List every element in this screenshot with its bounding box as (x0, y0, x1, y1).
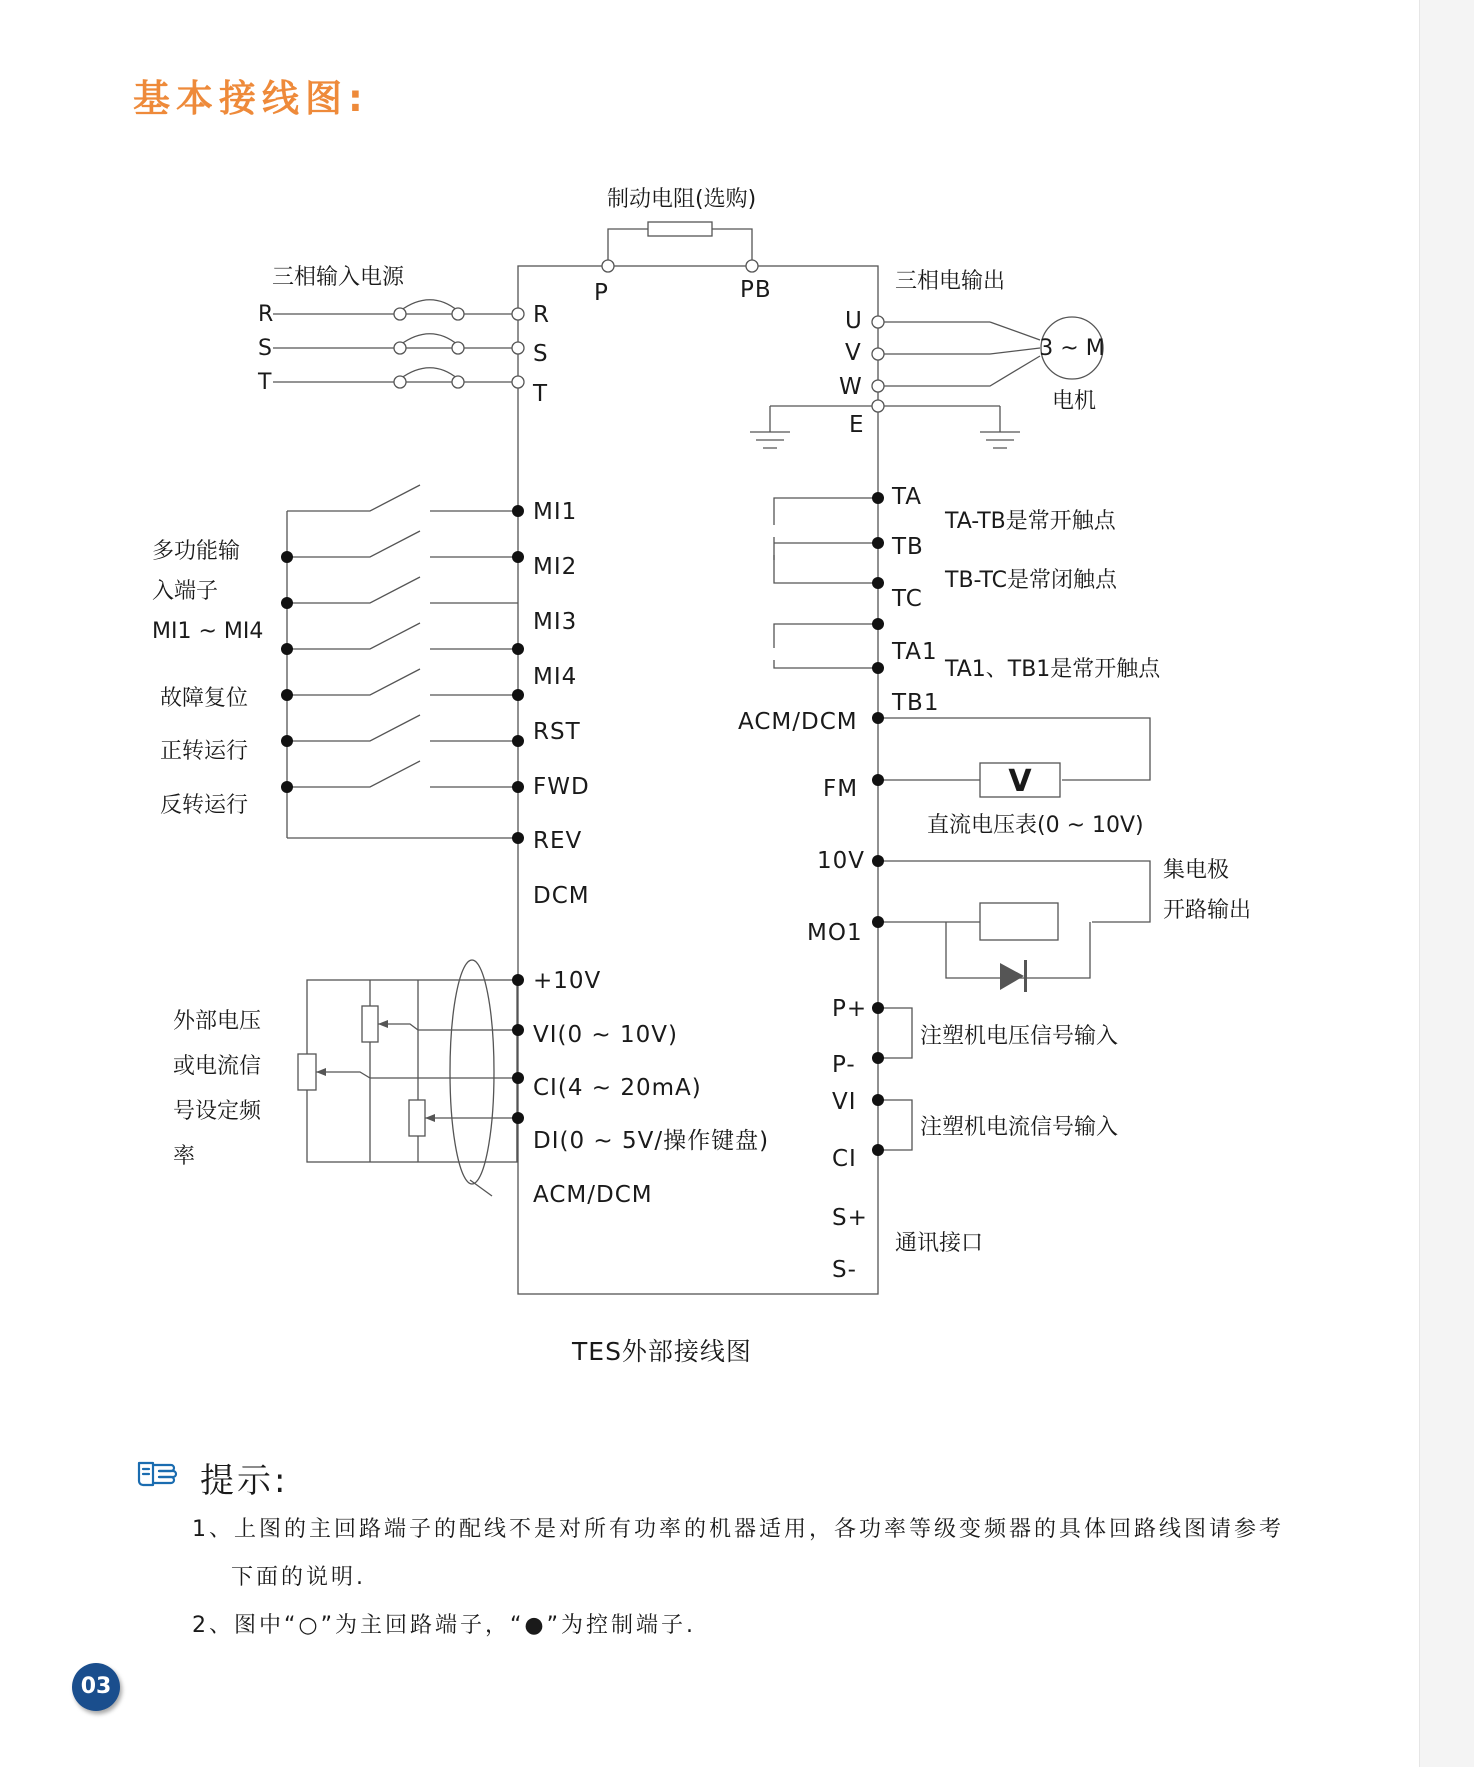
collector-label-1: 集电极 (1163, 858, 1230, 883)
terminal-di: DI(0 ~ 5V/操作键盘) (533, 1128, 770, 1154)
terminal-p-plus: P+ (832, 996, 868, 1022)
page-number: 03 (80, 1674, 112, 1699)
analog-label-1: 外部电压 (173, 1009, 262, 1034)
terminal-mi3: MI3 (533, 609, 578, 635)
relay-note-2: TB-TC是常闭触点 (945, 568, 1117, 593)
tips-title: 提示: (200, 1461, 289, 1501)
terminal-p-minus: P- (832, 1052, 856, 1078)
terminal-tc: TC (892, 586, 923, 612)
relay-note-1: TA-TB是常开触点 (945, 509, 1116, 534)
terminal-acm-dcm-right: ACM/DCM (738, 709, 858, 735)
multi-input-label-3: MI1 ~ MI4 (152, 619, 264, 644)
terminal-rev: REV (533, 828, 583, 854)
terminal-s: S (533, 341, 549, 367)
tip-note-1: 1、上图的主回路端子的配线不是对所有功率的机器适用，各功率等级变频器的具体回路线图请参考 (192, 1517, 1285, 1542)
tip-note-2: 2、图中“○”为主回路端子，“●”为控制端子. (192, 1613, 696, 1638)
terminal-ta1: TA1 (892, 639, 938, 665)
terminal-u: U (845, 308, 863, 334)
phase-t: T (258, 370, 272, 395)
terminal-ci-left: CI(4 ~ 20mA) (533, 1075, 702, 1101)
multi-input-label-2: 入端子 (152, 579, 219, 604)
terminal-tb: TB (892, 534, 924, 560)
terminal-10v: 10V (817, 848, 866, 874)
motor-symbol: 3 ~ M (1039, 336, 1105, 361)
terminal-ci-right: CI (832, 1146, 857, 1172)
page-title: 基本接线图: (133, 77, 369, 120)
terminal-tb1: TB1 (892, 690, 940, 716)
terminal-dcm: DCM (533, 883, 590, 909)
terminal-v: V (845, 340, 862, 366)
terminal-pb: PB (740, 277, 772, 303)
phase-r: R (258, 302, 274, 327)
injection-current-label: 注塑机电流信号输入 (920, 1115, 1119, 1140)
tip-hand-icon (135, 1455, 181, 1491)
terminal-s-plus: S+ (832, 1205, 868, 1231)
terminal-s-minus: S- (832, 1257, 857, 1283)
terminal-mi1: MI1 (533, 499, 578, 525)
reverse-label: 反转运行 (160, 793, 249, 818)
terminal-w: W (839, 374, 863, 400)
terminal-fwd: FWD (533, 774, 590, 800)
terminal-p: P (594, 280, 609, 306)
collector-label-2: 开路输出 (1163, 898, 1252, 923)
terminal-e: E (849, 412, 865, 438)
fault-reset-label: 故障复位 (160, 686, 249, 711)
relay-note-3: TA1、TB1是常开触点 (945, 657, 1161, 682)
terminal-vi-right: VI (832, 1089, 857, 1115)
motor-label: 电机 (1052, 389, 1097, 414)
terminal-t: T (533, 381, 549, 407)
comm-label: 通讯接口 (895, 1231, 984, 1256)
terminal-mo1: MO1 (807, 920, 863, 946)
diagram-caption: TES外部接线图 (572, 1337, 752, 1366)
terminal-rst: RST (533, 719, 581, 745)
terminal-mi2: MI2 (533, 554, 578, 580)
input-power-label: 三相输入电源 (272, 265, 405, 290)
voltmeter-label: 直流电压表(0 ~ 10V) (927, 813, 1144, 838)
terminal-mi4: MI4 (533, 664, 578, 690)
terminal-fm: FM (823, 776, 859, 802)
terminal-vi-left: VI(0 ~ 10V) (533, 1022, 678, 1048)
tip-note-1-continued: 下面的说明. (231, 1565, 366, 1590)
terminal-r: R (533, 302, 550, 328)
phase-s: S (258, 336, 272, 361)
output-label: 三相电输出 (895, 269, 1006, 294)
analog-label-3: 号设定频 (173, 1099, 262, 1124)
voltmeter-symbol: V (1008, 764, 1032, 799)
analog-label-4: 率 (173, 1144, 196, 1169)
multi-input-label-1: 多功能输 (152, 539, 241, 564)
brake-resistor-label: 制动电阻(选购) (607, 187, 757, 212)
injection-voltage-label: 注塑机电压信号输入 (920, 1024, 1119, 1049)
terminal-plus10v: +10V (533, 968, 602, 994)
analog-label-2: 或电流信 (173, 1054, 262, 1079)
terminal-acm-dcm-left: ACM/DCM (533, 1182, 653, 1208)
terminal-ta: TA (892, 484, 922, 510)
forward-label: 正转运行 (160, 739, 249, 764)
